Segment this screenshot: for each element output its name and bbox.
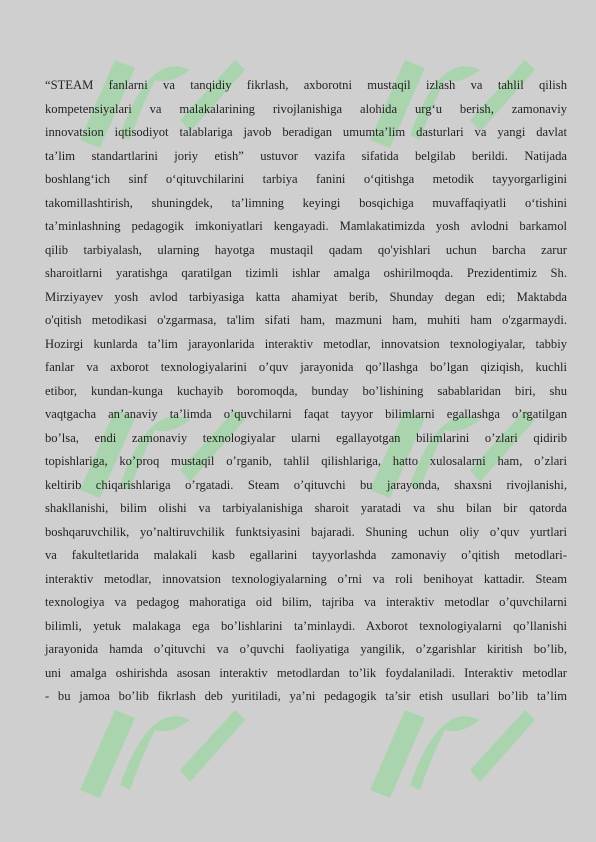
text-line: vaqtgacha an’anaviy ta’limda o’quvchilarni faqat tayyor bilimlarni egallashga o’rgatilgan: [45, 407, 567, 421]
text-line: o'qitish metodikasi o'zgarmasa, ta'lim sifati ham, mazmuni ham, muhiti ham o'zgarmaydi.: [45, 313, 567, 327]
text-line: takomillashtirish, shuningdek, ta’limning keyingi bosqichiga muvaffaqiyatli o‘tishini: [45, 195, 567, 210]
text-line: texnologiya va pedagog mahoratiga oid bilim, tajriba va interaktiv metodlar o’quvchilarni: [45, 595, 567, 609]
text-line: uni amalga oshirishda asosan interaktiv metodlardan to’lik foydalaniladi. Interaktiv metodlar: [45, 665, 567, 680]
text-line: - bu jamoa bo’lib fikrlash deb yuritiladi, ya’ni pedagogik ta’sir etish usullari bo’lib ta’lim: [45, 689, 567, 703]
text-line: topishlariga, ko’proq mustaqil o’rganib, tahlil qilishlariga, hatto xulosalarni ham, o’zlari: [45, 454, 567, 468]
text-line: “STEAM fanlarni va tanqidiy fikrlash, axborotni mustaqil izlash va tahlil qilish: [45, 78, 567, 92]
text-line: boshlang‘ich sinf o‘qituvchilarini tarbiya fanini o‘qitishga metodik tayyorgarligini: [45, 172, 567, 186]
text-line: shakllanishi, bilim olishi va tarbiyalanishiga sharoit yaratadi va shu bilan bir qatorda: [45, 501, 567, 515]
text-line: qilib tarbiyalash, ularning hayotga mustaqil qadam qo'yishlari uchun barcha zarur: [45, 242, 567, 257]
text-line: sharoitlarni yaratishga qaratilgan tizimli ishlar amalga oshirilmoqda. Prezidentimiz Sh.: [45, 266, 567, 280]
body-paragraph: [45, 74, 567, 709]
text-line: ta’lim standartlarini joriy etish” ustuvor vazifa sifatida belgilab berildi. Natijada: [45, 148, 567, 163]
text-line: interaktiv metodlar, innovatsion texnologiyalarning o’rni va roli benihoyat kattadir. Steam: [45, 571, 567, 586]
text-line: ta’minlashning pedagogik imkoniyatlari kengayadi. Mamlakatimizda yosh avlodni barkamol: [45, 219, 567, 233]
text-line: etibor, kundan-kunga kuchayib boromoqda, bunday bo’lishining sabablaridan biri, shu: [45, 383, 567, 398]
text-line: Mirziyayev yosh avlod tarbiyasiga katta ahamiyat berib, Shunday degan edi; Maktabda: [45, 289, 567, 304]
text-line: Hozirgi kunlarda ta’lim jarayonlarida interaktiv metodlar, innovatsion texnologiyalar, tabbiy: [45, 336, 567, 351]
text-line: bo’lsa, endi zamonaviy texnologiyalar ularni egallayotgan bilimlarini o’zlari qidirib: [45, 430, 567, 445]
text-line: keltirib chiqarishlariga o’rgatadi. Steam o’qituvchi bu jarayonda, shaxsni rivojlanishi,: [45, 477, 567, 492]
text-line: jarayonida hamda o’qituvchi va o’quvchi faoliyatiga yangilik, o’zgarishlar kiritish bo’lib,: [45, 642, 567, 656]
text-line: boshqaruvchilik, yo’naltiruvchilik funktsiyasini bajaradi. Shuning uchun oliy o’quv yurtlari: [45, 524, 567, 539]
text-line: innovatsion iqtisodiyot talablariga javob beradigan umumta’lim dasturlari va yangi davlat: [45, 125, 567, 139]
text-line: bilimli, yetuk malakaga ega bo’lishlarini ta’minlaydi. Axborot texnologiyalarni qo’llanishi: [45, 618, 567, 633]
text-line: kompetensiyalari va malakalarining rivojlanishiga alohida urg‘u berish, zamonaviy: [45, 101, 567, 116]
text-line: fanlar va axborot texnologiyalarini o’quv jarayonida qo’llashga bo’lgan qiziqish, kuchli: [45, 360, 567, 374]
text-line: va fakultetlarida malakali kasb egallarini tayyorlashda zamonaviy o’qitish metodlari-: [45, 548, 567, 562]
